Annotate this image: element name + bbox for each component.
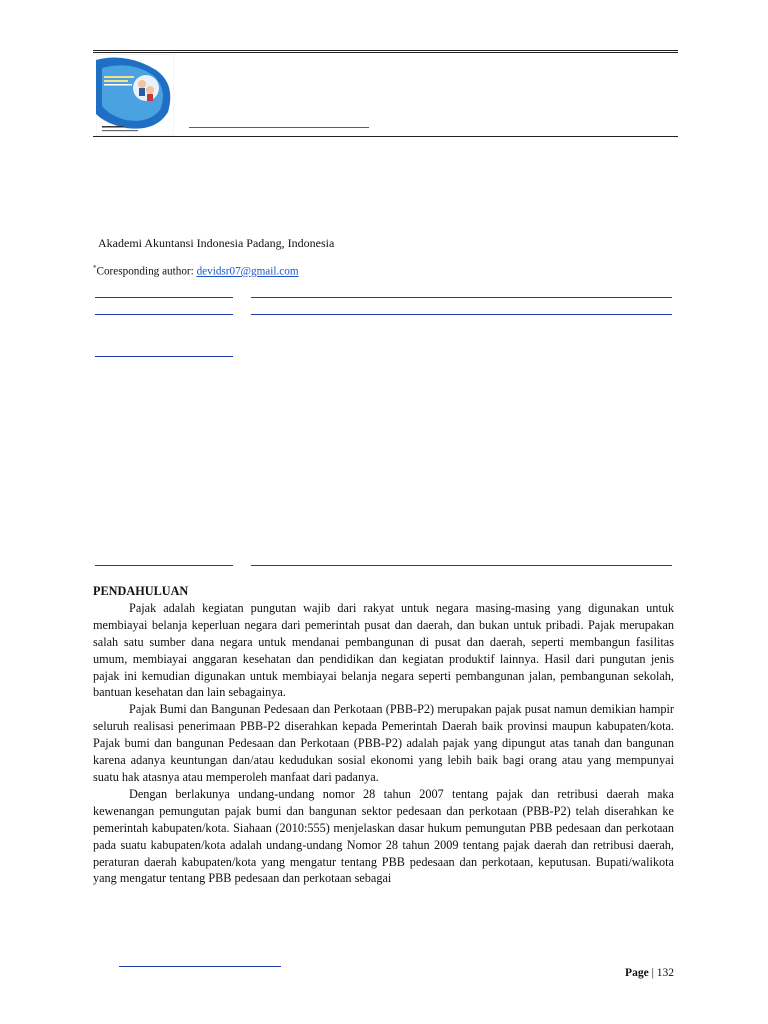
author-email-link[interactable]: devidsr07@gmail.com [196,265,299,278]
corresponding-label: Coresponding author: [96,265,197,278]
paragraph-1: Pajak adalah kegiatan pungutan wajib dari rakyat untuk negara masing-masing yang digunakan untuk membiayai belanja keperluan negara dari pemerintah pusat dan daerah, dan bukan untuk pribadi. Pajak merupakan salah satu sumber dana negara untuk mendanai pembangunan di pusat dan daerah, seperti membangun fasilitas umum, membiayai anggaran kesehatan dan pendidikan dan kegiatan produktif lainnya. Hasil dari pungutan jenis pajak ini kemudian digunakan untuk membiayai belanja negara seperti pembangunan jalan, pembangunan sekolah, bantuan kesehatan dan lain sebagainya. [93,600,674,700]
header-link-underline[interactable] [189,127,369,128]
corresponding-mark: * [93,264,97,272]
page-number-value: 132 [656,967,674,979]
author-affiliation: Akademi Akuntansi Indonesia Padang, Indonesia [98,236,335,250]
introduction-section [93,583,674,887]
page-separator: | [648,967,657,979]
paragraph-3: Dengan berlakunya undang-undang nomor 28 tahun 2007 tentang pajak dan retribusi daerah maka kewenangan pemungutan pajak bumi dan bangunan sektor pedesaan dan perkotaan (PBB-P2) telah diserahkan ke pemerintah kabupaten/kota. Siahaan (2010:555) menjelaskan dasar hukum pemungutan PBB pedesaan dan perkotaan pada suatu kabupaten/kota adalah undang-undang Nomor 28 tahun 2009 tentang pajak daerah dan retribusi daerah, peraturan daerah kabupaten/kota yang mengatur tentang PBB pedesaan dan perkotaan, keputusan. Bupati/walikota yang mengatur tentang PBB pedesaan dan perkotaan sebagai [93,786,674,886]
article-info-rule-left-2 [95,314,233,315]
section-heading: PENDAHULUAN [93,584,189,598]
abstract-rule-right-1 [251,297,672,298]
article-info-rule-left-1 [95,297,233,298]
article-info-rule-left-4 [95,565,233,566]
journal-cover-image [96,54,174,136]
abstract-rule-right-2 [251,314,672,315]
corresponding-author [93,264,299,278]
article-info-rule-left-3 [95,356,233,357]
page-number [625,967,674,979]
footer-link-underline[interactable] [119,966,281,967]
page-label: Page [625,967,649,979]
paragraph-2: Pajak Bumi dan Bangunan Pedesaan dan Perkotaan (PBB-P2) merupakan pajak pusat namun demikian hampir seluruh realisasi penerimaan PBB-P2 diserahkan kepada Pemerintah Daerah baik provinsi maupun kabupaten/kota. Pajak bumi dan bangunan Pedesaan dan Perkotaan (PBB-P2) adalah pajak yang dipungut atas tanah dan bangunan karena adanya keuntungan dan/atau kedudukan sosial ekonomi yang lebih baik bagi orang atau yang mempunyai suatu hak atasnya atau memperoleh manfaat dari padanya. [93,702,674,784]
header-top-rule [93,50,678,53]
header-bottom-rule [93,136,678,137]
abstract-rule-right-3 [251,565,672,566]
